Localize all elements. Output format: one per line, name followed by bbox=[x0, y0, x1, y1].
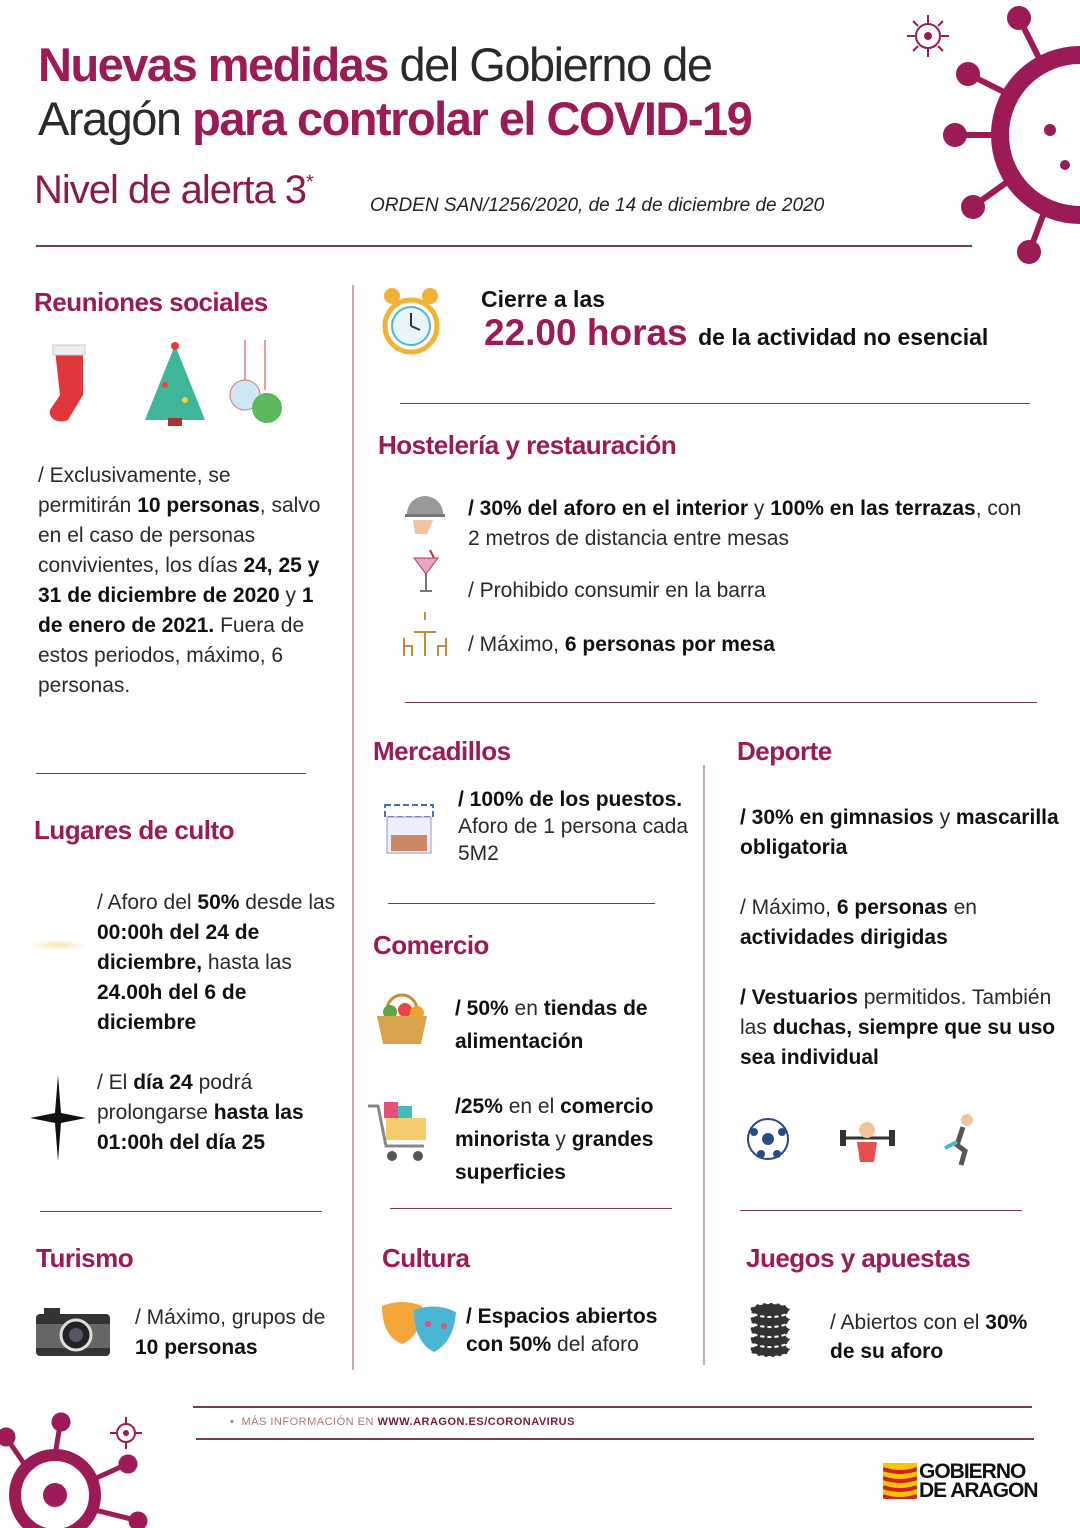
more-info-link[interactable]: WWW.ARAGON.ES/CORONAVIRUS bbox=[377, 1416, 575, 1428]
text-segment: / Máximo, bbox=[740, 896, 837, 919]
food-basket-icon bbox=[375, 990, 429, 1046]
bold-text-segment: 24.00h del 6 de diciembre bbox=[97, 981, 247, 1034]
bold-text-segment: 10 personas bbox=[137, 494, 260, 517]
shopping-cart-icon bbox=[368, 1100, 432, 1166]
text-segment: y bbox=[748, 497, 771, 520]
title-line-2 bbox=[38, 92, 751, 146]
bold-text-segment: duchas, siempre que su uso sea individual bbox=[740, 1016, 1056, 1069]
christmas-tree-icon bbox=[145, 342, 205, 426]
bold-text-segment: / 30% del aforo en el interior bbox=[468, 497, 749, 520]
market-stall-icon bbox=[383, 803, 435, 855]
text-segment: / Exclusivamente, se permitirán bbox=[38, 464, 231, 517]
hosteleria-item-1 bbox=[468, 494, 1038, 554]
comercio-item-1 bbox=[455, 992, 695, 1058]
text-segment: permitidos. También las bbox=[740, 986, 1052, 1039]
divider bbox=[400, 403, 1030, 404]
casino-chips-icon bbox=[748, 1302, 792, 1358]
stocking-icon bbox=[50, 345, 85, 422]
text-segment: y bbox=[279, 584, 302, 607]
small-virus-icon bbox=[905, 13, 951, 59]
section-heading-comercio: Comercio bbox=[373, 930, 489, 960]
hosteleria-item-3 bbox=[468, 630, 775, 660]
alert-level bbox=[34, 168, 313, 213]
column-divider bbox=[352, 285, 354, 1370]
bold-text-segment: / Vestuarios bbox=[740, 986, 858, 1009]
bold-text-segment: día 24 bbox=[133, 1071, 193, 1094]
bold-text-segment: comercio minorista bbox=[455, 1095, 654, 1151]
divider bbox=[36, 245, 972, 247]
text-segment: del Gobierno de bbox=[387, 38, 712, 91]
culto-item-2 bbox=[97, 1068, 337, 1158]
bold-text-segment: 24, 25 y 31 de diciembre de 2020 bbox=[38, 554, 320, 607]
divider bbox=[196, 1438, 1034, 1440]
bold-text-segment: / 100% de los puestos. bbox=[458, 788, 683, 811]
text-segment: en bbox=[508, 997, 544, 1020]
ornaments-icon bbox=[230, 340, 282, 423]
bold-text-segment: / 50% bbox=[455, 997, 509, 1020]
text-segment: desde las bbox=[239, 891, 336, 914]
divider bbox=[390, 1208, 672, 1209]
section-heading-culto: Lugares de culto bbox=[34, 815, 235, 845]
cocktail-icon bbox=[412, 550, 440, 594]
cierre-time: 22.00 horas bbox=[484, 312, 688, 353]
text-segment: / Aforo del bbox=[97, 891, 198, 914]
more-info: • MÁS INFORMACIÓN EN WWW.ARAGON.ES/CORONAVIRUS bbox=[230, 1416, 575, 1428]
bold-text-segment: 6 personas bbox=[836, 896, 948, 919]
divider bbox=[405, 702, 1037, 703]
runner-icon bbox=[945, 1114, 973, 1165]
aragon-flag-icon bbox=[883, 1463, 917, 1499]
table-chairs-icon bbox=[400, 612, 450, 658]
hosteleria-item-2 bbox=[468, 576, 766, 606]
camera-icon bbox=[36, 1308, 110, 1356]
text-segment: / Máximo, bbox=[468, 633, 565, 656]
reuniones-text bbox=[38, 461, 328, 701]
section-heading-cultura: Cultura bbox=[382, 1243, 470, 1273]
comercio-item-2 bbox=[455, 1090, 705, 1189]
section-heading-reuniones: Reuniones sociales bbox=[34, 287, 268, 317]
bold-text-segment: tiendas de alimentación bbox=[455, 997, 648, 1053]
alert-footnote-mark: * bbox=[306, 171, 313, 194]
bold-text-segment: 30% de su aforo bbox=[830, 1311, 1028, 1363]
cierre-time-line bbox=[484, 312, 988, 354]
alert-level-text: Nivel de alerta 3 bbox=[34, 168, 307, 212]
cultura-text bbox=[466, 1303, 696, 1359]
text-segment: , con 2 metros de distancia entre mesas bbox=[468, 497, 1022, 550]
bold-text-segment: 1 de enero de 2021. bbox=[38, 584, 314, 637]
bold-text-segment: mascarilla obligatoria bbox=[740, 806, 1059, 859]
gobierno-aragon-logo bbox=[883, 1462, 1038, 1500]
bold-text-segment: 00:00h del 24 de diciembre, bbox=[97, 921, 260, 974]
text-segment: / El bbox=[97, 1071, 134, 1094]
section-heading-juegos: Juegos y apuestas bbox=[746, 1243, 971, 1273]
bold-text-segment: Nuevas medidas bbox=[38, 38, 388, 91]
bold-text-segment: actividades dirigidas bbox=[740, 926, 948, 949]
alarm-clock-icon bbox=[380, 284, 442, 358]
turismo-text bbox=[135, 1303, 335, 1363]
cierre-rest: de la actividad no esencial bbox=[698, 324, 989, 350]
column-divider bbox=[703, 765, 705, 1365]
text-segment: podrá prolongarse bbox=[97, 1071, 253, 1124]
text-segment: y bbox=[549, 1128, 572, 1151]
deporte-item-3 bbox=[740, 983, 1060, 1073]
sports-icons bbox=[745, 1112, 985, 1170]
soccer-ball-icon bbox=[748, 1119, 788, 1159]
more-info-prefix: MÁS INFORMACIÓN EN bbox=[241, 1416, 378, 1428]
section-heading-mercadillos: Mercadillos bbox=[373, 736, 511, 766]
bold-text-segment: para controlar el COVID-19 bbox=[192, 92, 752, 145]
juegos-text bbox=[830, 1308, 1050, 1366]
divider bbox=[36, 773, 306, 774]
order-reference: ORDEN SAN/1256/2020, de 14 de diciembre de 2020 bbox=[370, 195, 825, 216]
bold-text-segment: / 30% en gimnasios bbox=[740, 806, 934, 829]
text-segment: Aforo de 1 persona cada 5M2 bbox=[458, 815, 688, 865]
weightlifter-icon bbox=[840, 1122, 895, 1162]
deporte-item-2 bbox=[740, 893, 1060, 953]
text-segment: / Prohibido consumir en la barra bbox=[468, 579, 766, 602]
bold-text-segment: / Espacios abiertos con 50% bbox=[466, 1305, 658, 1356]
star-icon bbox=[30, 1075, 86, 1161]
christmas-icons bbox=[40, 340, 290, 430]
text-segment: del aforo bbox=[551, 1333, 639, 1356]
section-heading-hosteleria: Hostelería y restauración bbox=[378, 430, 677, 460]
bold-text-segment: hasta las 01:00h del día 25 bbox=[97, 1101, 304, 1154]
bold-text-segment: 50% bbox=[197, 891, 240, 914]
divider bbox=[740, 1210, 1022, 1211]
section-heading-deporte: Deporte bbox=[737, 736, 832, 766]
text-segment: / Máximo, grupos de bbox=[135, 1306, 326, 1329]
text-segment: / Abiertos con el bbox=[830, 1311, 986, 1334]
bold-text-segment: 6 personas por mesa bbox=[564, 633, 775, 656]
bold-text-segment: 10 personas bbox=[135, 1336, 258, 1359]
divider bbox=[40, 1211, 322, 1212]
text-segment: , salvo en el caso de personas convivientes, los días bbox=[38, 494, 321, 577]
text-segment: Aragón bbox=[38, 92, 193, 145]
title-line-1 bbox=[38, 38, 711, 92]
culto-item-1 bbox=[97, 888, 345, 1038]
small-virus-icon bbox=[108, 1415, 144, 1451]
glow-icon bbox=[28, 940, 88, 950]
cierre-label: Cierre a las bbox=[481, 286, 606, 312]
divider bbox=[193, 1406, 1032, 1408]
bold-text-segment: grandes superficies bbox=[455, 1128, 654, 1184]
text-segment: hasta las bbox=[202, 951, 292, 974]
section-heading-turismo: Turismo bbox=[36, 1243, 134, 1273]
deporte-item-1 bbox=[740, 803, 1060, 863]
text-segment: y bbox=[933, 806, 956, 829]
cloche-icon bbox=[405, 492, 445, 536]
divider bbox=[388, 903, 655, 904]
logo-line-1: GOBIERNO bbox=[919, 1460, 1026, 1483]
text-segment: en el bbox=[502, 1095, 561, 1118]
mercadillos-text bbox=[458, 786, 688, 867]
text-segment: en bbox=[947, 896, 977, 919]
logo-line-2: DE ARAGON bbox=[919, 1479, 1038, 1502]
bold-text-segment: /25% bbox=[455, 1095, 503, 1118]
virus-decoration-icon bbox=[940, 0, 1080, 270]
text-segment: Fuera de estos periodos, máximo, 6 personas. bbox=[38, 614, 305, 697]
logo-text bbox=[919, 1462, 1038, 1500]
theater-masks-icon bbox=[380, 1300, 458, 1356]
bold-text-segment: 100% en las terrazas bbox=[770, 497, 976, 520]
